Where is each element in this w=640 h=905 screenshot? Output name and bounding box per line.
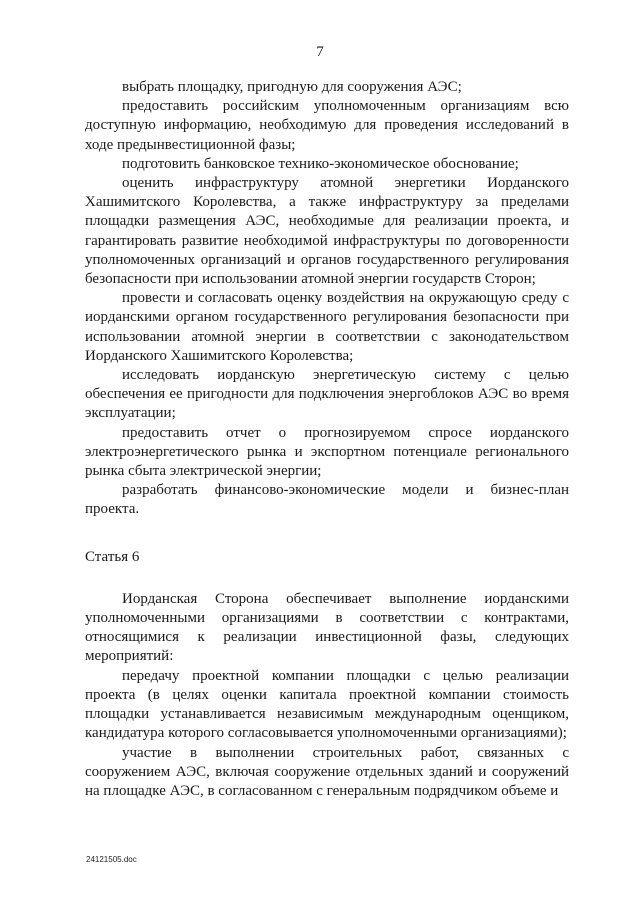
paragraph: Иорданская Сторона обеспечивает выполнение иорданскими уполномоченными организациями в соответствии с контрактами, относящимися к реализации инвестиционной фазы, следующих мероприятий:	[85, 590, 569, 665]
page-number: 7	[316, 44, 324, 60]
paragraph: передачу проектной компании площадки с целью реализации проекта (в целях оценки капитала проектной компании стоимость площадки устанавливается независимым международным оценщиком, кандидатура которого согласовывается уполномоченными организациями);	[85, 667, 569, 742]
paragraph: разработать финансово-экономические модели и бизнес-план проекта.	[85, 482, 569, 518]
paragraph: выбрать площадку, пригодную для сооружения АЭС;	[122, 79, 462, 95]
paragraph: исследовать иорданскую энергетическую систему с целью обеспечения ее пригодности для подключения энергоблоков АЭС во время эксплуатации;	[85, 367, 569, 422]
paragraph: предоставить российским уполномоченным организациям всю доступную информацию, необходимую для проведения исследований в ходе предынвестиционной фазы;	[85, 98, 569, 153]
file-name-footer: 24121505.doc	[86, 855, 137, 864]
article-heading: Статья 6	[85, 548, 140, 565]
paragraph: участие в выполнении строительных работ, связанных с сооружением АЭС, включая сооружение отдельных зданий и сооружений на площадке АЭС, в согласованном с генеральным подрядчиком объеме и	[85, 744, 569, 799]
document-body	[85, 78, 569, 801]
paragraph: оценить инфраструктуру атомной энергетики Иорданского Хашимитского Королевства, а также инфраструктуру за пределами площадки размещения АЭС, необходимые для реализации проекта, и гарантировать развитие необходимой инфраструктуры по договоренности уполномоченных организаций и органов государственного регулирования безопасности при использовании атомной энергии государств Сторон;	[85, 175, 569, 288]
paragraph: предоставить отчет о прогнозируемом спросе иорданского электроэнергетического рынка и экспортном потенциале регионального рынка сбыта электрической энергии;	[85, 424, 569, 480]
paragraph: провести и согласовать оценку воздействия на окружающую среду с иорданскими органом государственного регулирования безопасности при использовании атомной энергии в соответствии с законодательством Иорданского Хашимитского Королевства;	[85, 290, 569, 364]
paragraph: подготовить банковское технико-экономическое обоснование;	[122, 155, 519, 172]
